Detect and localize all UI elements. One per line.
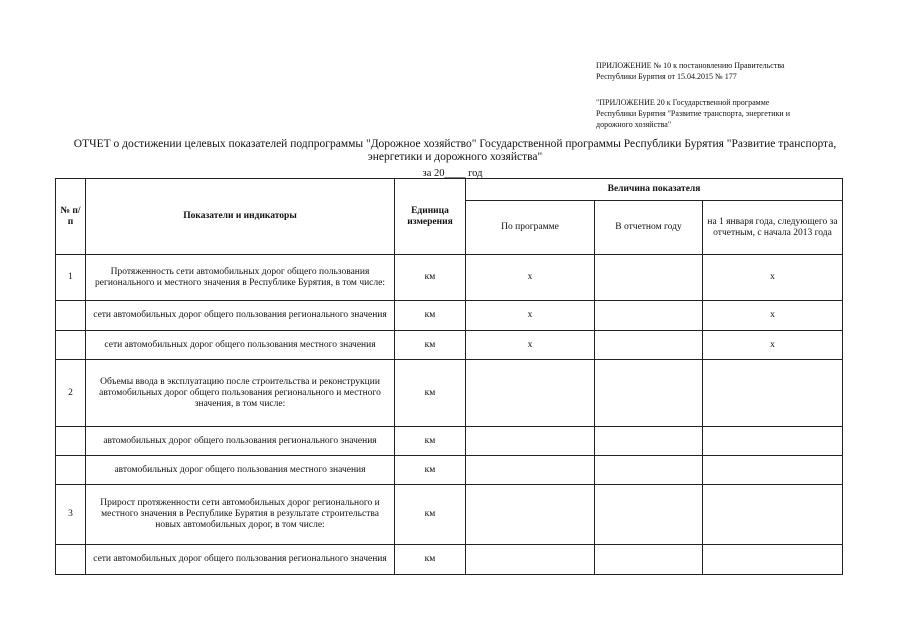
appendix-note-line: "ПРИЛОЖЕНИЕ 20 к Государственной программе — [596, 98, 770, 107]
row-cumulative-value — [703, 456, 843, 485]
row-indicator: автомобильных дорог общего пользования регионального значения — [86, 427, 395, 456]
row-year-value — [595, 255, 703, 301]
table-row — [56, 331, 843, 360]
row-program-value: x — [466, 255, 595, 301]
appendix-note-line: дорожного хозяйства" — [596, 120, 672, 129]
appendix-note-line: Республики Бурятия "Развитие транспорта, энергетики и — [596, 109, 790, 118]
header-num: № п/п — [56, 179, 86, 255]
table-row — [56, 360, 843, 427]
row-year-value — [595, 427, 703, 456]
row-program-value — [466, 456, 595, 485]
report-period: за 20____ год — [422, 168, 483, 179]
row-num: 2 — [56, 360, 86, 427]
appendix-note-line: Республики Бурятия от 15.04.2015 № 177 — [596, 72, 737, 81]
row-cumulative-value: x — [703, 301, 843, 331]
row-year-value — [595, 456, 703, 485]
row-cumulative-value — [703, 360, 843, 427]
header-value-group: Величина показателя — [466, 179, 843, 201]
row-indicator: автомобильных дорог общего пользования местного значения — [86, 456, 395, 485]
table-row — [56, 255, 843, 301]
row-num — [56, 456, 86, 485]
table-row — [56, 427, 843, 456]
row-cumulative-value — [703, 427, 843, 456]
appendix-note-line: ПРИЛОЖЕНИЕ № 10 к постановлению Правительства — [596, 61, 785, 70]
row-unit: км — [395, 545, 466, 575]
row-indicator: сети автомобильных дорог общего пользования местного значения — [86, 331, 395, 360]
row-program-value — [466, 427, 595, 456]
row-num: 1 — [56, 255, 86, 301]
row-unit: км — [395, 360, 466, 427]
report-title — [40, 138, 870, 164]
table-row — [56, 485, 843, 545]
report-title-line: энергетики и дорожного хозяйства" — [367, 151, 543, 163]
header-unit: Единица измерения — [395, 179, 466, 255]
row-num — [56, 301, 86, 331]
appendix-note-program — [596, 97, 856, 130]
row-num — [56, 427, 86, 456]
header-indicators: Показатели и индикаторы — [86, 179, 395, 255]
row-num — [56, 545, 86, 575]
row-program-value: x — [466, 331, 595, 360]
row-indicator: Объемы ввода в эксплуатацию после строительства и реконструкции автомобильных дорог общего пользования регионального и местного значения, в том числе: — [86, 360, 395, 427]
row-indicator: Прирост протяженности сети автомобильных дорог регионального и местного значения в Республике Бурятия в результате строительства новых автомобильных дорог, в том числе: — [86, 485, 395, 545]
row-unit: км — [395, 427, 466, 456]
appendix-note-decree — [596, 60, 846, 82]
table-row — [56, 456, 843, 485]
row-year-value — [595, 545, 703, 575]
row-indicator: сети автомобильных дорог общего пользования регионального значения — [86, 545, 395, 575]
row-program-value — [466, 545, 595, 575]
row-unit: км — [395, 456, 466, 485]
header-program: По программе — [466, 201, 595, 255]
row-indicator: сети автомобильных дорог общего пользования регионального значения — [86, 301, 395, 331]
row-cumulative-value: x — [703, 331, 843, 360]
table-row — [56, 301, 843, 331]
header-cumulative: на 1 января года, следующего за отчетным, с начала 2013 года — [703, 201, 843, 255]
row-cumulative-value — [703, 485, 843, 545]
row-program-value — [466, 485, 595, 545]
row-num: 3 — [56, 485, 86, 545]
row-num — [56, 331, 86, 360]
indicators-table — [55, 178, 843, 575]
table-row — [56, 545, 843, 575]
row-program-value: x — [466, 301, 595, 331]
row-unit: км — [395, 331, 466, 360]
row-indicator: Протяженность сети автомобильных дорог общего пользования регионального и местного значения в Республике Бурятия, в том числе: — [86, 255, 395, 301]
header-report-year: В отчетном году — [595, 201, 703, 255]
row-unit: км — [395, 485, 466, 545]
row-year-value — [595, 360, 703, 427]
row-year-value — [595, 301, 703, 331]
row-year-value — [595, 485, 703, 545]
row-program-value — [466, 360, 595, 427]
row-cumulative-value: x — [703, 255, 843, 301]
report-title-line: ОТЧЕТ о достижении целевых показателей подпрограммы "Дорожное хозяйство" Государственной программы Республики Бурятия "Развитие транспорта, — [73, 138, 837, 150]
row-unit: км — [395, 255, 466, 301]
row-cumulative-value — [703, 545, 843, 575]
row-unit: км — [395, 301, 466, 331]
row-year-value — [595, 331, 703, 360]
